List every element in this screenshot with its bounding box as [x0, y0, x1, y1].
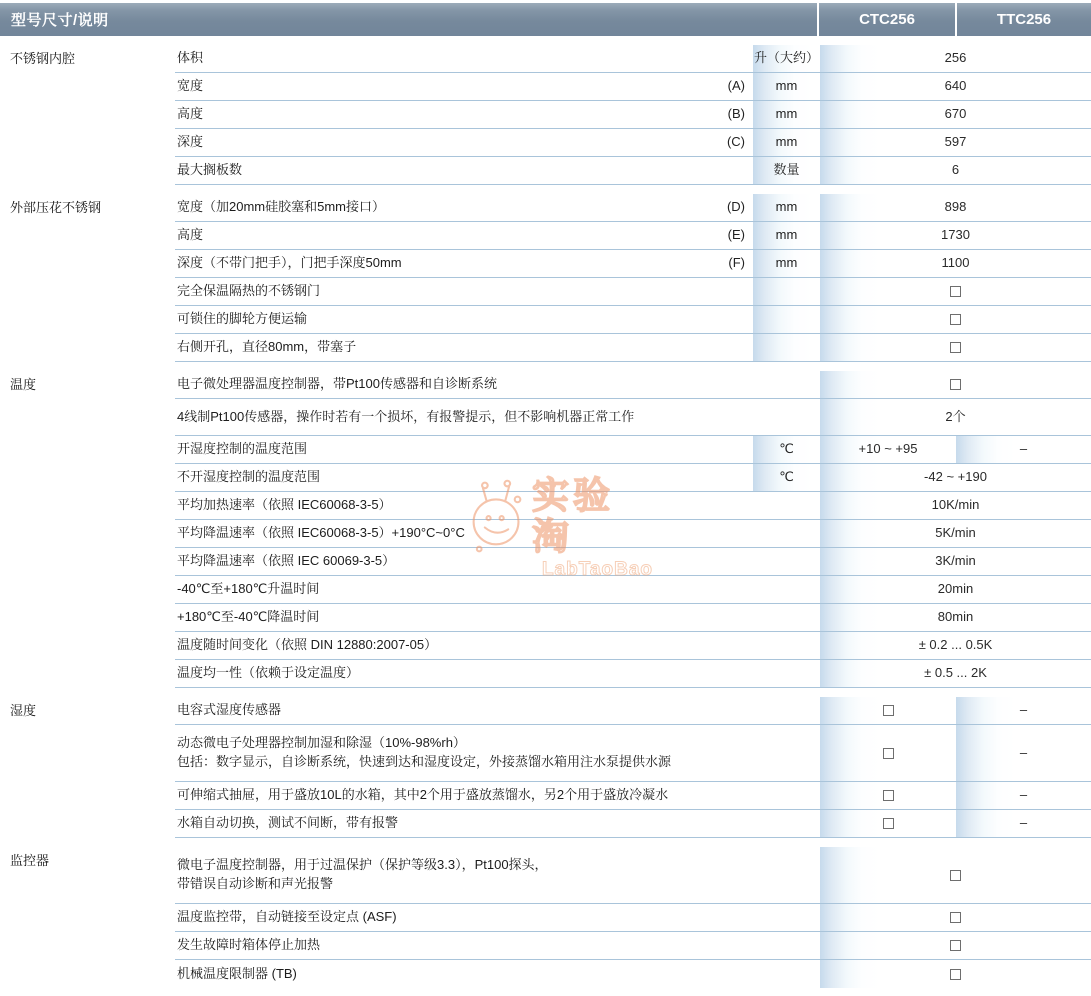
watermark-chinese: 实验淘 — [531, 475, 614, 557]
value-both-models: 597 — [820, 129, 1091, 157]
section-1 — [0, 45, 1091, 185]
checkbox-icon — [950, 342, 961, 353]
table-row — [0, 548, 1091, 576]
unit-label — [753, 932, 820, 960]
row-description: 可锁住的脚轮方便运输 — [175, 306, 705, 334]
section-category — [0, 960, 175, 988]
unit-label — [753, 960, 820, 988]
value-both-models: 20min — [820, 576, 1091, 604]
section-category — [0, 129, 175, 157]
table-row — [0, 810, 1091, 838]
value-both-models: 1100 — [820, 250, 1091, 278]
dimension-letter — [705, 278, 753, 306]
unit-label — [753, 904, 820, 932]
checkbox-icon — [883, 790, 894, 801]
table-row — [0, 960, 1091, 988]
row-description: 平均降温速率（依照 IEC60068-3-5）+190°C~0°C — [175, 520, 705, 548]
value-both-models: 2个 — [820, 399, 1091, 436]
value-both-models: ± 0.5 ... 2K — [820, 660, 1091, 688]
value-both-models — [820, 306, 1091, 334]
section-category — [0, 604, 175, 632]
section-category — [0, 278, 175, 306]
unit-label — [753, 548, 820, 576]
section-category: 湿度 — [10, 703, 37, 718]
section-category — [0, 782, 175, 810]
table-row — [0, 632, 1091, 660]
checkbox-icon — [950, 314, 961, 325]
dimension-letter — [705, 725, 753, 782]
unit-label — [753, 810, 820, 838]
section-category — [0, 306, 175, 334]
unit-label — [753, 371, 820, 399]
unit-label — [753, 660, 820, 688]
dimension-letter — [705, 932, 753, 960]
value-both-models — [820, 960, 1091, 988]
checkbox-icon — [883, 748, 894, 759]
table-row — [0, 904, 1091, 932]
dimension-letter — [705, 576, 753, 604]
row-description: 宽度 — [175, 73, 705, 101]
value-ctc256 — [820, 725, 956, 782]
unit-label — [753, 697, 820, 725]
row-description: 温度监控带，自动链接至设定点 (ASF) — [175, 904, 705, 932]
section-category — [0, 222, 175, 250]
row-description: +180℃至-40℃降温时间 — [175, 604, 705, 632]
table-row — [0, 520, 1091, 548]
section-category: 不锈钢内腔 — [10, 51, 76, 66]
row-description: 深度（不带门把手），门把手深度50mm — [175, 250, 705, 278]
value-both-models — [820, 334, 1091, 362]
unit-label — [753, 782, 820, 810]
row-description: 温度随时间变化（依照 DIN 12880:2007-05） — [175, 632, 705, 660]
table-row — [0, 45, 1091, 73]
row-description: 4线制Pt100传感器，操作时若有一个损坏，有报警提示，但不影响机器正常工作 — [175, 399, 705, 436]
unit-label — [753, 334, 820, 362]
section-category — [0, 904, 175, 932]
dimension-letter: (D) — [705, 194, 753, 222]
dimension-letter: (F) — [705, 250, 753, 278]
table-row — [0, 932, 1091, 960]
value-both-models: 10K/min — [820, 492, 1091, 520]
table-row — [0, 157, 1091, 185]
unit-label — [753, 278, 820, 306]
dimension-letter — [705, 847, 753, 904]
unit-label: mm — [753, 222, 820, 250]
value-both-models: 670 — [820, 101, 1091, 129]
checkbox-icon — [883, 705, 894, 716]
dimension-letter: (C) — [705, 129, 753, 157]
value-both-models: 256 — [820, 45, 1091, 73]
value-both-models: 898 — [820, 194, 1091, 222]
section-category — [0, 576, 175, 604]
section-category — [0, 520, 175, 548]
checkbox-icon — [950, 940, 961, 951]
dimension-letter — [705, 492, 753, 520]
unit-label — [753, 604, 820, 632]
checkbox-icon — [950, 969, 961, 980]
dimension-letter — [705, 399, 753, 436]
row-description: 平均加热速率（依照 IEC60068-3-5） — [175, 492, 705, 520]
section-category: 温度 — [10, 377, 37, 392]
table-row — [0, 101, 1091, 129]
table-row — [0, 306, 1091, 334]
table-row — [0, 576, 1091, 604]
value-ttc256: – — [956, 782, 1091, 810]
checkbox-icon — [950, 912, 961, 923]
unit-label: mm — [753, 194, 820, 222]
dimension-letter — [705, 660, 753, 688]
dimension-letter — [705, 520, 753, 548]
dimension-letter — [705, 436, 753, 464]
row-description: 高度 — [175, 222, 705, 250]
table-row — [0, 278, 1091, 306]
table-row — [0, 399, 1091, 436]
row-description: 不开湿度控制的温度范围 — [175, 464, 705, 492]
row-description: 体积 — [175, 45, 705, 73]
table-row — [0, 222, 1091, 250]
section-category — [0, 157, 175, 185]
value-ttc256: – — [956, 436, 1091, 464]
value-both-models — [820, 371, 1091, 399]
value-both-models — [820, 278, 1091, 306]
row-description: 水箱自动切换，测试不间断，带有报警 — [175, 810, 705, 838]
dimension-letter: (A) — [705, 73, 753, 101]
row-description: 开湿度控制的温度范围 — [175, 436, 705, 464]
row-description: 最大搁板数 — [175, 157, 705, 185]
unit-label: mm — [753, 129, 820, 157]
dimension-letter — [705, 810, 753, 838]
row-description: 机械温度限制器 (TB) — [177, 965, 297, 981]
dimension-letter — [705, 960, 753, 988]
row-description: 可伸缩式抽屉，用于盛放10L的水箱，其中2个用于盛放蒸馏水，另2个用于盛放冷凝水 — [175, 782, 705, 810]
section-category — [0, 632, 175, 660]
row-description: 右侧开孔，直径80mm，带塞子 — [175, 334, 705, 362]
table-row — [0, 725, 1091, 782]
dimension-letter — [705, 632, 753, 660]
column-header-ttc256: TTC256 — [955, 3, 1091, 36]
table-row — [0, 436, 1091, 464]
unit-label: ℃ — [753, 436, 820, 464]
unit-label — [753, 632, 820, 660]
unit-label: mm — [753, 73, 820, 101]
section-category — [0, 464, 175, 492]
section-5 — [0, 847, 1091, 988]
table-header — [0, 3, 1091, 36]
value-both-models — [820, 847, 1091, 904]
dimension-letter — [705, 334, 753, 362]
row-description: 电子微处理器温度控制器，带Pt100传感器和自诊断系统 — [175, 371, 705, 399]
section-category — [0, 101, 175, 129]
table-row — [0, 847, 1091, 904]
value-both-models — [820, 904, 1091, 932]
table-row — [0, 604, 1091, 632]
value-both-models — [820, 932, 1091, 960]
row-description: 高度 — [175, 101, 705, 129]
dimension-letter — [705, 604, 753, 632]
table-row — [0, 660, 1091, 688]
unit-label — [753, 847, 820, 904]
dimension-letter — [705, 157, 753, 185]
section-category — [0, 250, 175, 278]
column-header-ctc256: CTC256 — [817, 3, 955, 36]
value-ttc256: – — [956, 725, 1091, 782]
section-category — [0, 73, 175, 101]
unit-label — [753, 576, 820, 604]
table-row — [0, 782, 1091, 810]
unit-label — [753, 492, 820, 520]
dimension-letter — [705, 371, 753, 399]
table-row — [0, 194, 1091, 222]
section-category — [0, 548, 175, 576]
section-category — [0, 810, 175, 838]
value-both-models: 3K/min — [820, 548, 1091, 576]
section-category: 外部压花不锈钢 — [10, 200, 102, 215]
table-row — [0, 371, 1091, 399]
dimension-letter — [705, 45, 753, 73]
value-both-models: -42 ~ +190 — [820, 464, 1091, 492]
value-ttc256: – — [956, 810, 1091, 838]
dimension-letter — [705, 697, 753, 725]
row-description: 完全保温隔热的不锈钢门 — [175, 278, 705, 306]
unit-label — [753, 725, 820, 782]
value-both-models: 640 — [820, 73, 1091, 101]
value-ctc256: +10 ~ +95 — [820, 436, 956, 464]
unit-label: ℃ — [753, 464, 820, 492]
checkbox-icon — [883, 818, 894, 829]
value-both-models: 1730 — [820, 222, 1091, 250]
value-both-models: 6 — [820, 157, 1091, 185]
table-row — [0, 697, 1091, 725]
value-both-models: 5K/min — [820, 520, 1091, 548]
watermark-english: LabTaoBao — [541, 559, 653, 581]
dimension-letter — [705, 904, 753, 932]
section-category — [0, 334, 175, 362]
section-category — [0, 932, 175, 960]
dimension-letter: (E) — [705, 222, 753, 250]
section-4 — [0, 697, 1091, 838]
value-both-models: ± 0.2 ... 0.5K — [820, 632, 1091, 660]
section-3 — [0, 371, 1091, 688]
row-description: 发生故障时箱体停止加热 — [175, 932, 705, 960]
table-row — [0, 129, 1091, 157]
dimension-letter — [705, 464, 753, 492]
row-description: 深度 — [175, 129, 705, 157]
unit-label — [753, 520, 820, 548]
checkbox-icon — [950, 870, 961, 881]
spec-table — [0, 36, 1091, 988]
value-ctc256 — [820, 810, 956, 838]
section-category — [0, 436, 175, 464]
unit-label — [753, 306, 820, 334]
value-ctc256 — [820, 782, 956, 810]
table-row — [0, 334, 1091, 362]
section-category: 监控器 — [10, 853, 50, 868]
dimension-letter — [705, 548, 753, 576]
section-category — [0, 399, 175, 436]
unit-label: mm — [753, 101, 820, 129]
row-description: 微电子温度控制器，用于过温保护（保护等级3.3），Pt100探头， 带错误自动诊断和声光报警 — [175, 847, 705, 904]
row-description: 电容式湿度传感器 — [175, 697, 705, 725]
section-category — [0, 660, 175, 688]
table-row — [0, 492, 1091, 520]
row-description: 平均降温速率（依照 IEC 60069-3-5） — [175, 548, 705, 576]
unit-label: 数量 — [753, 157, 820, 185]
section-category — [0, 492, 175, 520]
value-ctc256 — [820, 697, 956, 725]
dimension-letter: (B) — [705, 101, 753, 129]
page-title: 型号尺寸/说明 — [11, 12, 109, 29]
table-row — [0, 464, 1091, 492]
value-both-models: 80min — [820, 604, 1091, 632]
dimension-letter — [705, 782, 753, 810]
section-category — [0, 725, 175, 782]
unit-label — [753, 399, 820, 436]
checkbox-icon — [950, 286, 961, 297]
row-description: 动态微电子处理器控制加湿和除湿（10%-98%rh） 包括：数字显示，自诊断系统，快速到达和湿度设定，外接蒸馏水箱用注水泵提供水源 — [175, 725, 705, 782]
row-description: 宽度（加20mm硅胶塞和5mm接口） — [175, 194, 705, 222]
table-row — [0, 250, 1091, 278]
table-row — [0, 73, 1091, 101]
row-description: -40℃至+180℃升温时间 — [175, 576, 705, 604]
section-2 — [0, 194, 1091, 362]
value-ttc256: – — [956, 697, 1091, 725]
dimension-letter — [705, 306, 753, 334]
checkbox-icon — [950, 379, 961, 390]
row-description: 温度均一性（依赖于设定温度） — [175, 660, 705, 688]
unit-label: 升（大约） — [753, 45, 820, 73]
unit-label: mm — [753, 250, 820, 278]
